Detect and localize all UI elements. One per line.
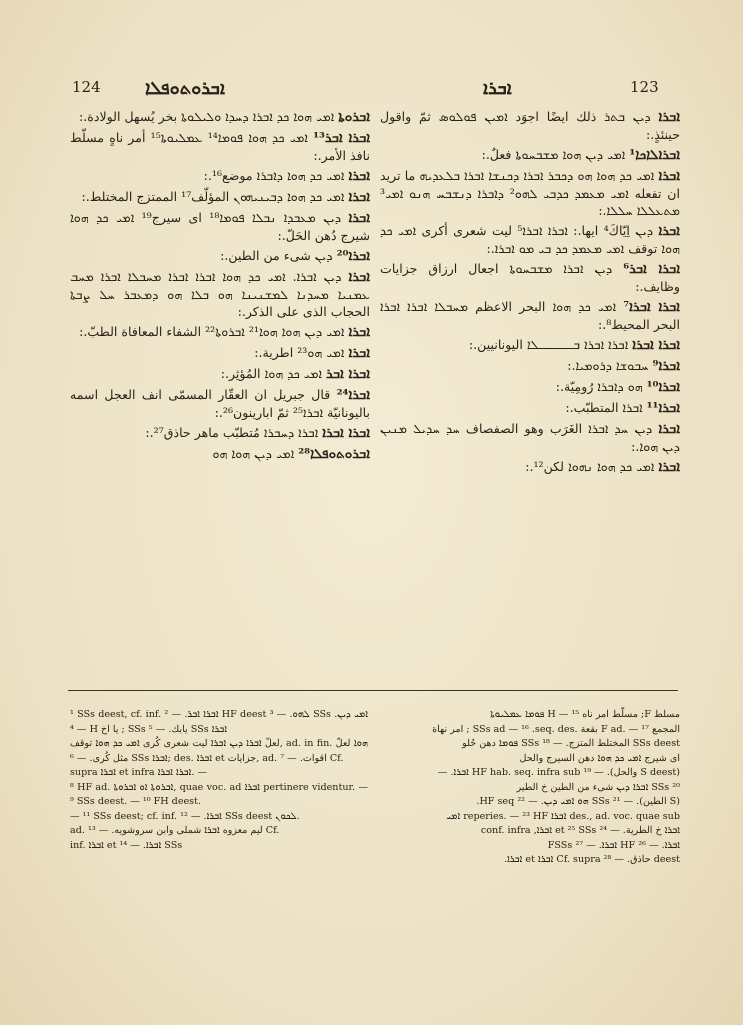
footnotes-right bbox=[382, 708, 680, 868]
dictionary-entry bbox=[380, 420, 680, 455]
entry-lemma: ܐܒܪܐ ܐܒܪ¹³ bbox=[313, 130, 370, 146]
footnote-line: ad. ليم معزوه ܐܒܪܐ شملى وابن سروشويه. — ¹³ Cf. bbox=[70, 825, 280, 836]
footnote-line: (S الطين). — ²¹ SSs ܗܘ ܐܡܝ ܕܝܢ. — ²² HF seq. bbox=[476, 796, 680, 807]
dictionary-entry bbox=[380, 378, 680, 396]
dictionary-entry bbox=[70, 108, 370, 126]
entry-gloss: ܐܡܝ ܗܘܐ ܟܕ ܐܒܪܐ ܕܚܕܐ ܘܠܝܠܘܬܐ بخر يُسهل الولادة.: bbox=[79, 109, 339, 124]
dictionary-entry bbox=[70, 268, 370, 320]
entry-lemma: ܐܒܪܐ ܐܒܪܐ⁷ bbox=[623, 299, 680, 315]
right-column bbox=[380, 108, 680, 479]
dictionary-entry bbox=[380, 167, 680, 219]
dictionary-entry bbox=[380, 260, 680, 295]
dictionary-entry bbox=[70, 247, 370, 265]
footnote-line: المجمع F ad. — ¹⁷ بقعة .SSs ad — ¹⁶ .seq. des ; امر نهاة bbox=[432, 723, 680, 735]
running-head-right: ܐܒܪܐ bbox=[483, 78, 512, 99]
entry-gloss: ܐܡܝ ܕܝܢ ܗܘܐ ܗܘܐ²¹ ܐܒܪܘܬܐ²² الشفاء المعافاة الطبّ.: bbox=[79, 324, 349, 339]
entry-lemma: ܐܒܪܐ²⁰ bbox=[336, 248, 370, 264]
entry-gloss: قال جبريل ان العقّار المسمّى انف العجل اسمه باليونانيّة ܐܒܪܐ²⁵ ثمّ ابارينون²⁶.: bbox=[70, 387, 370, 420]
entry-lemma: ܐܒܪܐ¹¹ bbox=[646, 400, 680, 416]
dictionary-entry bbox=[70, 365, 370, 383]
entry-gloss: ܐܒܪܐ المتطبّب.: bbox=[565, 400, 647, 415]
running-head-left: ܐܒܪܘܬܘܦܠܐ bbox=[145, 78, 225, 99]
entry-gloss: ܕܝܢ ܒܬܪ ذلك ايضًا اجوَد ܐܡܝܢ ܦܘܠܘܣ ثمّ واقول حينئذٍ.: bbox=[380, 109, 680, 142]
dictionary-entry bbox=[70, 209, 370, 244]
entry-lemma: ܐܒܪܐ bbox=[348, 324, 370, 340]
entry-gloss: ܕܝܢ ܡܥܒܕܐ ܢܒܠܐ ܦܘܡܐ¹⁸ اى سيرج¹⁹ ܐܡܝ ܟܕ ܗܘܐ شيرج دُهن الحَلّ.: bbox=[70, 210, 370, 243]
dictionary-entry bbox=[70, 129, 370, 164]
entry-gloss: ܐܡܝ ܟܕ ܗܘܐ ܦܘܡܐ¹⁴ ܥܡܠܝܘܬܐ¹⁵ أمر ناهٍ مسلّط نافذ الأمر.: bbox=[70, 130, 370, 163]
dictionary-entry bbox=[380, 146, 680, 164]
entry-lemma: ܐܒܪܐ¹⁰ bbox=[646, 379, 680, 395]
dictionary-entry bbox=[380, 458, 680, 476]
entry-lemma: ܐܒܪܐ bbox=[658, 223, 680, 239]
entry-gloss: ܐܡܝ ܟܕ ܗܘܐ ܕܐܒܪܐ موضع¹⁶.: bbox=[203, 168, 349, 183]
entry-gloss: ܐܡܝ ܟܕ ܗܘܐ البحر الاعظم ܡܚܒܠܐ ܐܒܪܐ ܐܒܪܐ البحر المحيط⁸.: bbox=[380, 299, 680, 332]
dictionary-entry bbox=[380, 222, 680, 257]
footnote-line: deest حاذق. — ²⁸ Cf. supra ܐܒܪܐ et ܐܒܪܐ. bbox=[504, 854, 680, 865]
entry-lemma: ܐܒܪܐ bbox=[658, 168, 680, 184]
footnote-line: supra ܐܒܪܐ et infra ܐܒܪܐ ܐܒܪܐ. — bbox=[70, 767, 208, 778]
footnote-line: ܐܒܪܐ خ الطرية. — ²⁴ et ²⁵ SSs ܐܒܪܐ, conf. infra bbox=[480, 825, 680, 836]
entry-lemma: ܐܒܪܘܬܘܦܠܐ²⁸ bbox=[298, 446, 370, 462]
entry-gloss: ܗܘ ܕܐܒܪܐ رُومِيّة.: bbox=[555, 379, 647, 394]
dictionary-entry bbox=[380, 298, 680, 333]
entry-gloss: ܕܝܢ ܐܒܪܐ. ܐܡܝ ܟܕ ܗܘܐ ܐܒܪܐ ܐܒܪܐ ܡܚܒܠܐ ܐܒܪܐ ܡܚܒ ܥܡܢܝܐ ܡܚܕܢܐ ܠܡܫܢܝܢܐ ܗܘ ܒܠܐ ܗܘ ܕܡܥܒܪ ܚܠ ܨܒܬܐ الحجاب الذى على الذكر.: bbox=[70, 269, 370, 319]
entry-lemma: ܐܒܪܐ ܐܒܪܐ bbox=[322, 425, 370, 441]
entry-gloss: ܐܡܝ ܕܝܢ ܗܘܐ ܗܘ bbox=[212, 446, 299, 461]
entry-gloss: ܕܝܢ شىء من الطين.: bbox=[220, 248, 337, 263]
dictionary-entry bbox=[380, 336, 680, 354]
footnote-line: ¹ SSs deest, cf. inf. ܐܒܪܐ ܐܒܪ. — ² HF deest ܠܗܘ. — ³ SSs ܐܡܝ ܕܝܢ. — ⁴ H يا اخ ; SSs يابك. — ⁵ SSs ܐܒܪܐ bbox=[70, 709, 369, 735]
footnote-line: — ¹¹ SSs deest; cf. inf. ܐܒܪܐ. — ¹² SSs deest ܠܟܘܢ. bbox=[70, 810, 300, 822]
entry-gloss: ܐܡܝ ܟܕ ܗܘܐ ܕܒܝܢܝܗܘܢ المؤلّف¹⁷ الممتزج المختلط.: bbox=[81, 189, 349, 204]
dictionary-entry bbox=[70, 424, 370, 442]
dictionary-entry bbox=[380, 108, 680, 143]
entry-gloss: ܐܒܪܐ ܕܚܒܪܐ مُتطبّب ماهر حاذق²⁷.: bbox=[145, 425, 323, 440]
entry-lemma: ܐܒܪܐ bbox=[348, 189, 370, 205]
footnotes-left bbox=[70, 708, 368, 853]
footnote-line: des., ad. voc. quae sub ܐܒܪܐ reperies. — ²³ HF ܐܡܝ bbox=[446, 810, 680, 822]
footnote-line: اى شيرج ܐܡܝ ܟܕ ܗܘܐ دهن السيرج والحل bbox=[519, 752, 680, 764]
entry-lemma: ܐܒܪܐ bbox=[658, 109, 680, 125]
entry-gloss: ܐܡܝ ܟܕ ܗܘܐ ܗܘ ܕܟܒܪ ܐܒܪܐ ܕܟܢܫܐ ܐܒܪܐ ܒܠܥܕܝܗ ما تريد ان تفعله ܐܡܝ ܡܥܡܕ ܟܕܒܝ ܠܗܘ² ܕܐܒܪܐ ܕܢܫܒܚ ܗܢܘ ܐܡܝ³ ܡܬܥܠܠܐ ܚܠܠܐ.: bbox=[380, 168, 680, 218]
entry-gloss: ܐܒܪܐ ܐܒܪܐ ܒـــــــܠܐ اليونانيين.: bbox=[468, 337, 633, 352]
entry-gloss: ܕܝܢ ܐܒܪܐ ܡܫܒܚܘܬܐ اجعال ارزاق جزايات وظايف.: bbox=[380, 261, 680, 294]
footnote-line: (S deest والحل). — ¹⁹ HF hab. seq. infra sub ܐܒܪܐ. — bbox=[437, 767, 680, 778]
entry-lemma: ܐܒܪܐܠܐܟܐ¹ bbox=[629, 147, 680, 163]
footnote-line: ²⁰ SSs ܐܒܪܐ ܕܝܢ شىء من الطين خ الطير bbox=[516, 781, 680, 793]
footnote-line: SSs deest المختلط المتزج. — ¹⁸ SSs ܦܘܡܐ دهن حُلو bbox=[462, 738, 680, 749]
dictionary-entry bbox=[70, 167, 370, 185]
entry-lemma: ܐܒܪܐ ܐܒܪܐ bbox=[632, 337, 680, 353]
footnote-line: inf. ܐܒܪܐ et ܐܒܪܐ. — ¹⁴ SSs bbox=[70, 839, 183, 851]
footnote-rule bbox=[68, 690, 678, 691]
entry-gloss: ܕܝܢ ܚܕ ܐܒܪܐ الغَرَب وهو الصفصاف ܚܕ ܚܕܝܠ ܡܢܝܢ ܕܝܢ ܗܘܐ.: bbox=[380, 421, 680, 454]
entry-gloss: ܐܡܝ ܗܘ²³ اطرية.: bbox=[254, 345, 349, 360]
page-number-left: 124 bbox=[72, 78, 101, 96]
entry-lemma: ܐܒܪܘܬܐ bbox=[338, 109, 370, 125]
entry-lemma: ܐܒܪܐ ܐܒܪ bbox=[326, 366, 370, 382]
entry-lemma: ܐܒܪܐ bbox=[348, 269, 370, 285]
entry-gloss: ܐܡܝ ܟܕ ܗܘܐ ܢܗܘܐ لكن¹².: bbox=[525, 459, 659, 474]
footnote-line: ⁸ HF ad. ܐܒܪܘܬܐ ܐܘ ܐܒܪܘܬܐ, quae voc. ad ܐܒܪܐ pertinere videntur. — ⁹ SSs deest. — ¹⁰ FH deest. bbox=[70, 781, 368, 807]
entry-lemma: ܐܒܪܐ²⁴ bbox=[336, 387, 370, 403]
left-column bbox=[70, 108, 370, 466]
entry-gloss: ܐܡܝ ܕܝܢ ܗܘܐ ܡܫܒܚܘܬܐ فعلٌ.: bbox=[481, 147, 630, 162]
entry-lemma: ܐܒܪܐ bbox=[658, 459, 680, 475]
dictionary-entry bbox=[70, 445, 370, 463]
entry-lemma: ܐܒܪܐ bbox=[348, 345, 370, 361]
footnote-line: مسلط F; مسلّط امر ناه H — ¹⁵ ܦܘܡܐ ܥܡܠܝܘܬܐ bbox=[490, 709, 680, 720]
entry-gloss: ܐܡܝ ܟܕ ܗܘܐ المُؤثِر.: bbox=[220, 366, 327, 381]
entry-lemma: ܐܒܪܐ bbox=[658, 421, 680, 437]
footnote-line: ܐܒܪܐ. — ²⁶ HF ܐܒܪܐ. — ²⁷ FSSs bbox=[547, 839, 680, 851]
entry-gloss: ܕܝܢ اِيّاكَ⁴ ايها.: ܐܒܪܐ ܐܒܪܐ⁵ ليت شعرى أكرى ܐܡܝ ܟܕ ܗܘܐ توقف ܐܡܝ ܡܥܡܕ ܟܕ ܒܝ ܡܘ ܐܒܪܐ.: bbox=[380, 223, 680, 256]
dictionary-entry bbox=[380, 399, 680, 417]
entry-lemma: ܐܒܪܐ bbox=[348, 168, 370, 184]
footnote-line: لعلّ ܐܒܪܐ ܕܝܢ ܐܒܪܐ ليت شعرى كُرى ܐܡܝ ܟܕ ܗܘܐ توقف, ad. in fin. ܗܘܐ لعلّ مثل كُرى. — ⁶ SSs ܐܒܪܐ; des. ܐܒܪܐ et جزايات, ad. اقوات. — ⁷ Cf. bbox=[70, 738, 368, 764]
entry-lemma: ܐܒܪܐ bbox=[348, 210, 370, 226]
dictionary-entry bbox=[380, 357, 680, 375]
entry-lemma: ܐܒܪܐ⁹ bbox=[652, 358, 680, 374]
entry-gloss: ܚܒܘܫܐ ܕܪܘܡܝܐ.: bbox=[567, 358, 653, 373]
dictionary-entry bbox=[70, 323, 370, 341]
entry-lemma: ܐܒܪܐ ܐܒܪ⁶ bbox=[623, 261, 680, 277]
page-number-right: 123 bbox=[630, 78, 659, 96]
dictionary-entry bbox=[70, 386, 370, 421]
dictionary-entry bbox=[70, 344, 370, 362]
dictionary-entry bbox=[70, 188, 370, 206]
